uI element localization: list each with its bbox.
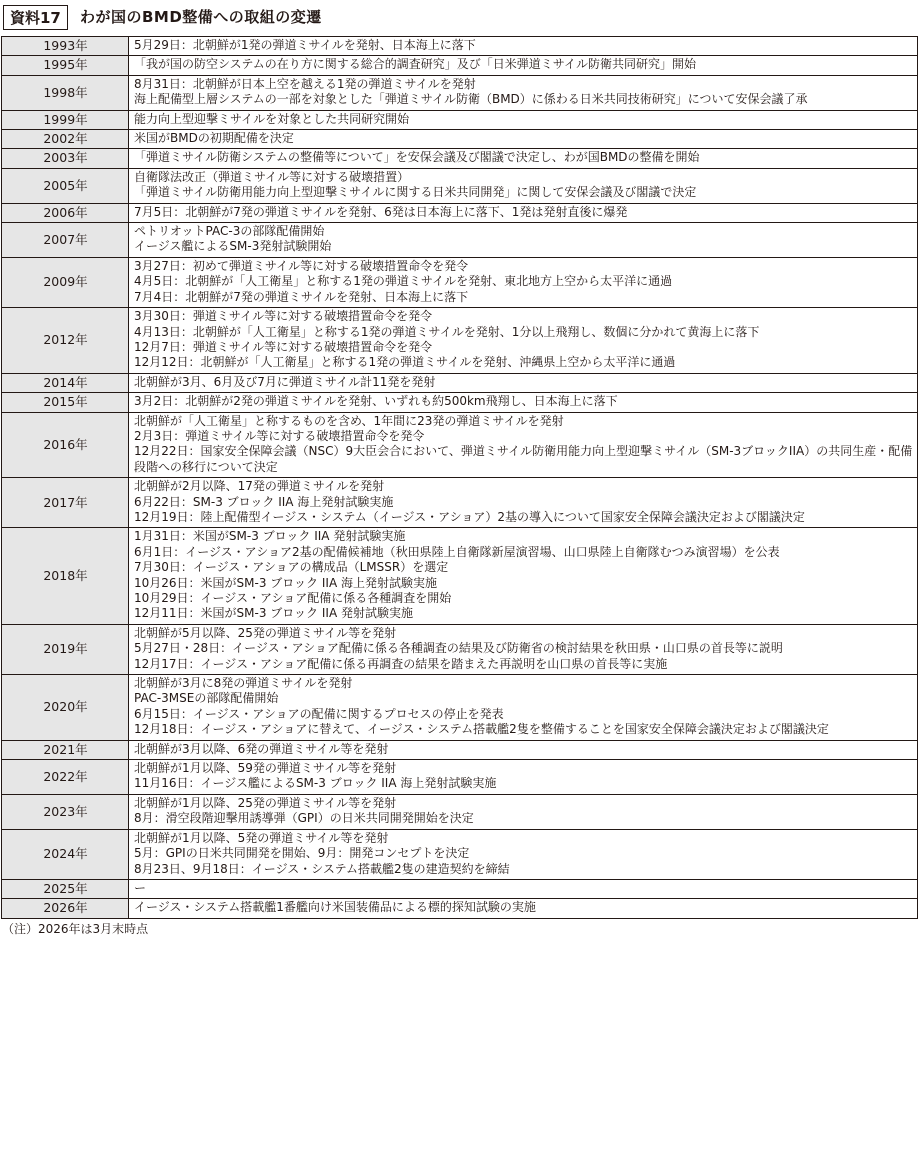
year-cell: 2021年 [2,740,129,759]
year-cell: 2007年 [2,223,129,258]
document-label: 資料17 [3,5,68,30]
timeline-row [2,149,918,168]
event-line: 3月27日：初めて弾道ミサイル等に対する破壊措置命令を発令 [134,258,469,273]
events-cell [129,56,918,75]
event-line: イージス艦によるSM-3発射試験開始 [134,239,332,254]
event-line: 10月26日：米国がSM-3 ブロック IIA 海上発射試験実施 [134,575,437,590]
events-cell [129,75,918,110]
events-cell [129,760,918,795]
event-line: ペトリオットPAC-3の部隊配備開始 [134,224,325,239]
event-line: 6月1日：イージス・アショア2基の配備候補地（秋田県陸上自衛隊新屋演習場、山口県陸上自衛隊むつみ演習場）を公表 [134,544,780,559]
timeline-row [2,624,918,674]
events-cell [129,794,918,829]
events-cell [129,223,918,258]
event-line: 北朝鮮が「人工衛星」と称するものを含め、1年間に23発の弾道ミサイルを発射 [134,413,564,428]
event-line: 「我が国の防空システムの在り方に関する総合的調査研究」及び「日米弾道ミサイル防衛共同研究」開始 [134,57,696,72]
event-line: 「弾道ミサイル防衛システムの整備等について」を安保会議及び閣議で決定し、わが国BMDの整備を開始 [134,150,700,165]
year-cell: 1999年 [2,110,129,129]
event-line: 8月31日：北朝鮮が日本上空を越える1発の弾道ミサイルを発射 [134,76,476,91]
event-line: 12月12日：北朝鮮が「人工衛星」と称する1発の弾道ミサイルを発射、沖縄県上空から太平洋に通過 [134,355,676,370]
timeline-row [2,675,918,741]
timeline-table [1,36,918,919]
events-cell [129,308,918,374]
year-cell: 2015年 [2,393,129,412]
events-cell [129,130,918,149]
event-line: 6月22日：SM-3 ブロック IIA 海上発射試験実施 [134,494,394,509]
event-line: 12月19日：陸上配備型イージス・システム（イージス・アショア）2基の導入について国家安全保障会議決定および閣議決定 [134,509,805,524]
year-cell: 2005年 [2,168,129,203]
events-cell [129,412,918,478]
events-cell [129,740,918,759]
events-cell [129,373,918,392]
event-line: 北朝鮮が2月以降、17発の弾道ミサイルを発射 [134,479,385,494]
events-cell [129,203,918,222]
timeline-row [2,168,918,203]
year-cell: 2006年 [2,203,129,222]
event-line: 8月：滑空段階迎撃用誘導弾（GPI）の日米共同開発開始を決定 [134,811,474,826]
timeline-row [2,740,918,759]
event-line: 北朝鮮が1月以降、25発の弾道ミサイル等を発射 [134,795,397,810]
events-cell [129,149,918,168]
event-line: 北朝鮮が3月以降、6発の弾道ミサイル等を発射 [134,741,389,756]
year-cell: 2023年 [2,794,129,829]
year-cell: 1998年 [2,75,129,110]
event-line: 北朝鮮が5月以降、25発の弾道ミサイル等を発射 [134,625,397,640]
event-line: 1月31日：米国がSM-3 ブロック IIA 発射試験実施 [134,529,406,544]
year-cell: 2026年 [2,899,129,918]
event-line: 自衛隊法改正（弾道ミサイル等に対する破壊措置） [134,169,410,184]
year-cell: 2014年 [2,373,129,392]
timeline-row [2,75,918,110]
year-cell: 2003年 [2,149,129,168]
events-cell [129,257,918,307]
timeline-row [2,478,918,528]
event-line: 4月5日：北朝鮮が「人工衛星」と称する1発の弾道ミサイルを発射、東北地方上空から太平洋に通過 [134,274,673,289]
timeline-row [2,203,918,222]
events-cell [129,478,918,528]
event-line: 7月4日：北朝鮮が7発の弾道ミサイルを発射、日本海上に落下 [134,289,469,304]
event-line: 3月2日：北朝鮮が2発の弾道ミサイルを発射、いずれも約500km飛翔し、日本海上に落下 [134,394,618,409]
event-line: ー [134,880,147,895]
events-cell [129,624,918,674]
timeline-row [2,393,918,412]
event-line: 北朝鮮が3月に8発の弾道ミサイルを発射 [134,676,353,691]
timeline-row [2,373,918,392]
event-line: 12月11日：米国がSM-3 ブロック IIA 発射試験実施 [134,606,413,621]
timeline-row [2,308,918,374]
timeline-row [2,223,918,258]
year-cell: 2022年 [2,760,129,795]
events-cell [129,37,918,56]
event-line: 海上配備型上層システムの一部を対象とした「弾道ミサイル防衛（BMD）に係わる日米共同技術研究」について安保会議了承 [134,92,808,107]
event-line: 5月：GPIの日米共同開発を開始、9月：開発コンセプトを決定 [134,846,470,861]
document-title: わが国のBMD整備への取組の変遷 [80,8,322,26]
event-line: イージス・システム搭載艦1番艦向け米国装備品による標的探知試験の実施 [134,900,536,915]
event-line: 5月27日・28日：イージス・アショア配備に係る各種調査の結果及び防衛省の検討結果を秋田県・山口県の首長等に説明 [134,641,783,656]
event-line: 2月3日：弾道ミサイル等に対する破壊措置命令を発令 [134,428,425,443]
event-line: 3月30日：弾道ミサイル等に対する破壊措置命令を発令 [134,309,433,324]
event-line: 12月7日：弾道ミサイル等に対する破壊措置命令を発令 [134,339,433,354]
document-header [0,0,920,34]
events-cell [129,879,918,898]
year-cell: 2017年 [2,478,129,528]
timeline-row [2,412,918,478]
event-line: 4月13日：北朝鮮が「人工衛星」と称する1発の弾道ミサイルを発射、1分以上飛翔し、数個に分かれて黄海上に落下 [134,324,760,339]
events-cell [129,528,918,624]
timeline-row [2,37,918,56]
timeline-row [2,56,918,75]
event-line: 北朝鮮が3月、6月及び7月に弾道ミサイル計11発を発射 [134,374,436,389]
event-line: 6月15日：イージス・アショアの配備に関するプロセスの停止を発表 [134,706,504,721]
events-cell [129,899,918,918]
year-cell: 2018年 [2,528,129,624]
timeline-row [2,760,918,795]
year-cell: 2002年 [2,130,129,149]
year-cell: 2020年 [2,675,129,741]
timeline-row [2,829,918,879]
year-cell: 2024年 [2,829,129,879]
event-line: PAC-3MSEの部隊配備開始 [134,691,279,706]
year-cell: 1995年 [2,56,129,75]
event-line: 米国がBMDの初期配備を決定 [134,131,294,146]
event-line: 12月18日：イージス・アショアに替えて、イージス・システム搭載艦2隻を整備することを国家安全保障会議決定および閣議決定 [134,722,829,737]
timeline-row [2,879,918,898]
timeline-row [2,130,918,149]
event-line: 5月29日：北朝鮮が1発の弾道ミサイルを発射、日本海上に落下 [134,38,476,52]
events-cell [129,829,918,879]
year-cell: 2009年 [2,257,129,307]
year-cell: 1993年 [2,37,129,56]
event-line: 8月23日、9月18日：イージス・システム搭載艦2隻の建造契約を締結 [134,861,510,876]
event-line: 「弾道ミサイル防衛用能力向上型迎撃ミサイルに関する日米共同開発」に関して安保会議及び閣議で決定 [134,185,697,200]
timeline-row [2,899,918,918]
event-line: 10月29日：イージス・アショア配備に係る各種調査を開始 [134,591,452,605]
event-line: 7月30日：イージス・アショアの構成品（LMSSR）を選定 [134,560,449,575]
year-cell: 2016年 [2,412,129,478]
events-cell [129,168,918,203]
event-line: 北朝鮮が1月以降、59発の弾道ミサイル等を発射 [134,761,397,776]
timeline-row [2,528,918,624]
timeline-row [2,257,918,307]
timeline-row [2,794,918,829]
year-cell: 2012年 [2,308,129,374]
events-cell [129,675,918,741]
event-line: 12月17日：イージス・アショア配備に係る再調査の結果を踏まえた再説明を山口県の首長等に実施 [134,656,668,671]
events-cell [129,393,918,412]
year-cell: 2025年 [2,879,129,898]
event-line: 7月5日：北朝鮮が7発の弾道ミサイルを発射、6発は日本海上に落下、1発は発射直後に爆発 [134,204,628,219]
footnote: （注）2026年は3月末時点 [2,922,149,936]
event-line: 11月16日：イージス艦によるSM-3 ブロック IIA 海上発射試験実施 [134,776,497,791]
events-cell [129,110,918,129]
event-line: 北朝鮮が1月以降、5発の弾道ミサイル等を発射 [134,830,389,845]
timeline-body [2,37,918,919]
event-line: 12月22日：国家安全保障会議（NSC）9大臣会合において、弾道ミサイル防衛用能力向上型迎撃ミサイル（SM-3ブロックIIA）の共同生産・配備段階への移行について決定 [134,444,913,474]
year-cell: 2019年 [2,624,129,674]
event-line: 能力向上型迎撃ミサイルを対象とした共同研究開始 [134,111,410,126]
timeline-row [2,110,918,129]
